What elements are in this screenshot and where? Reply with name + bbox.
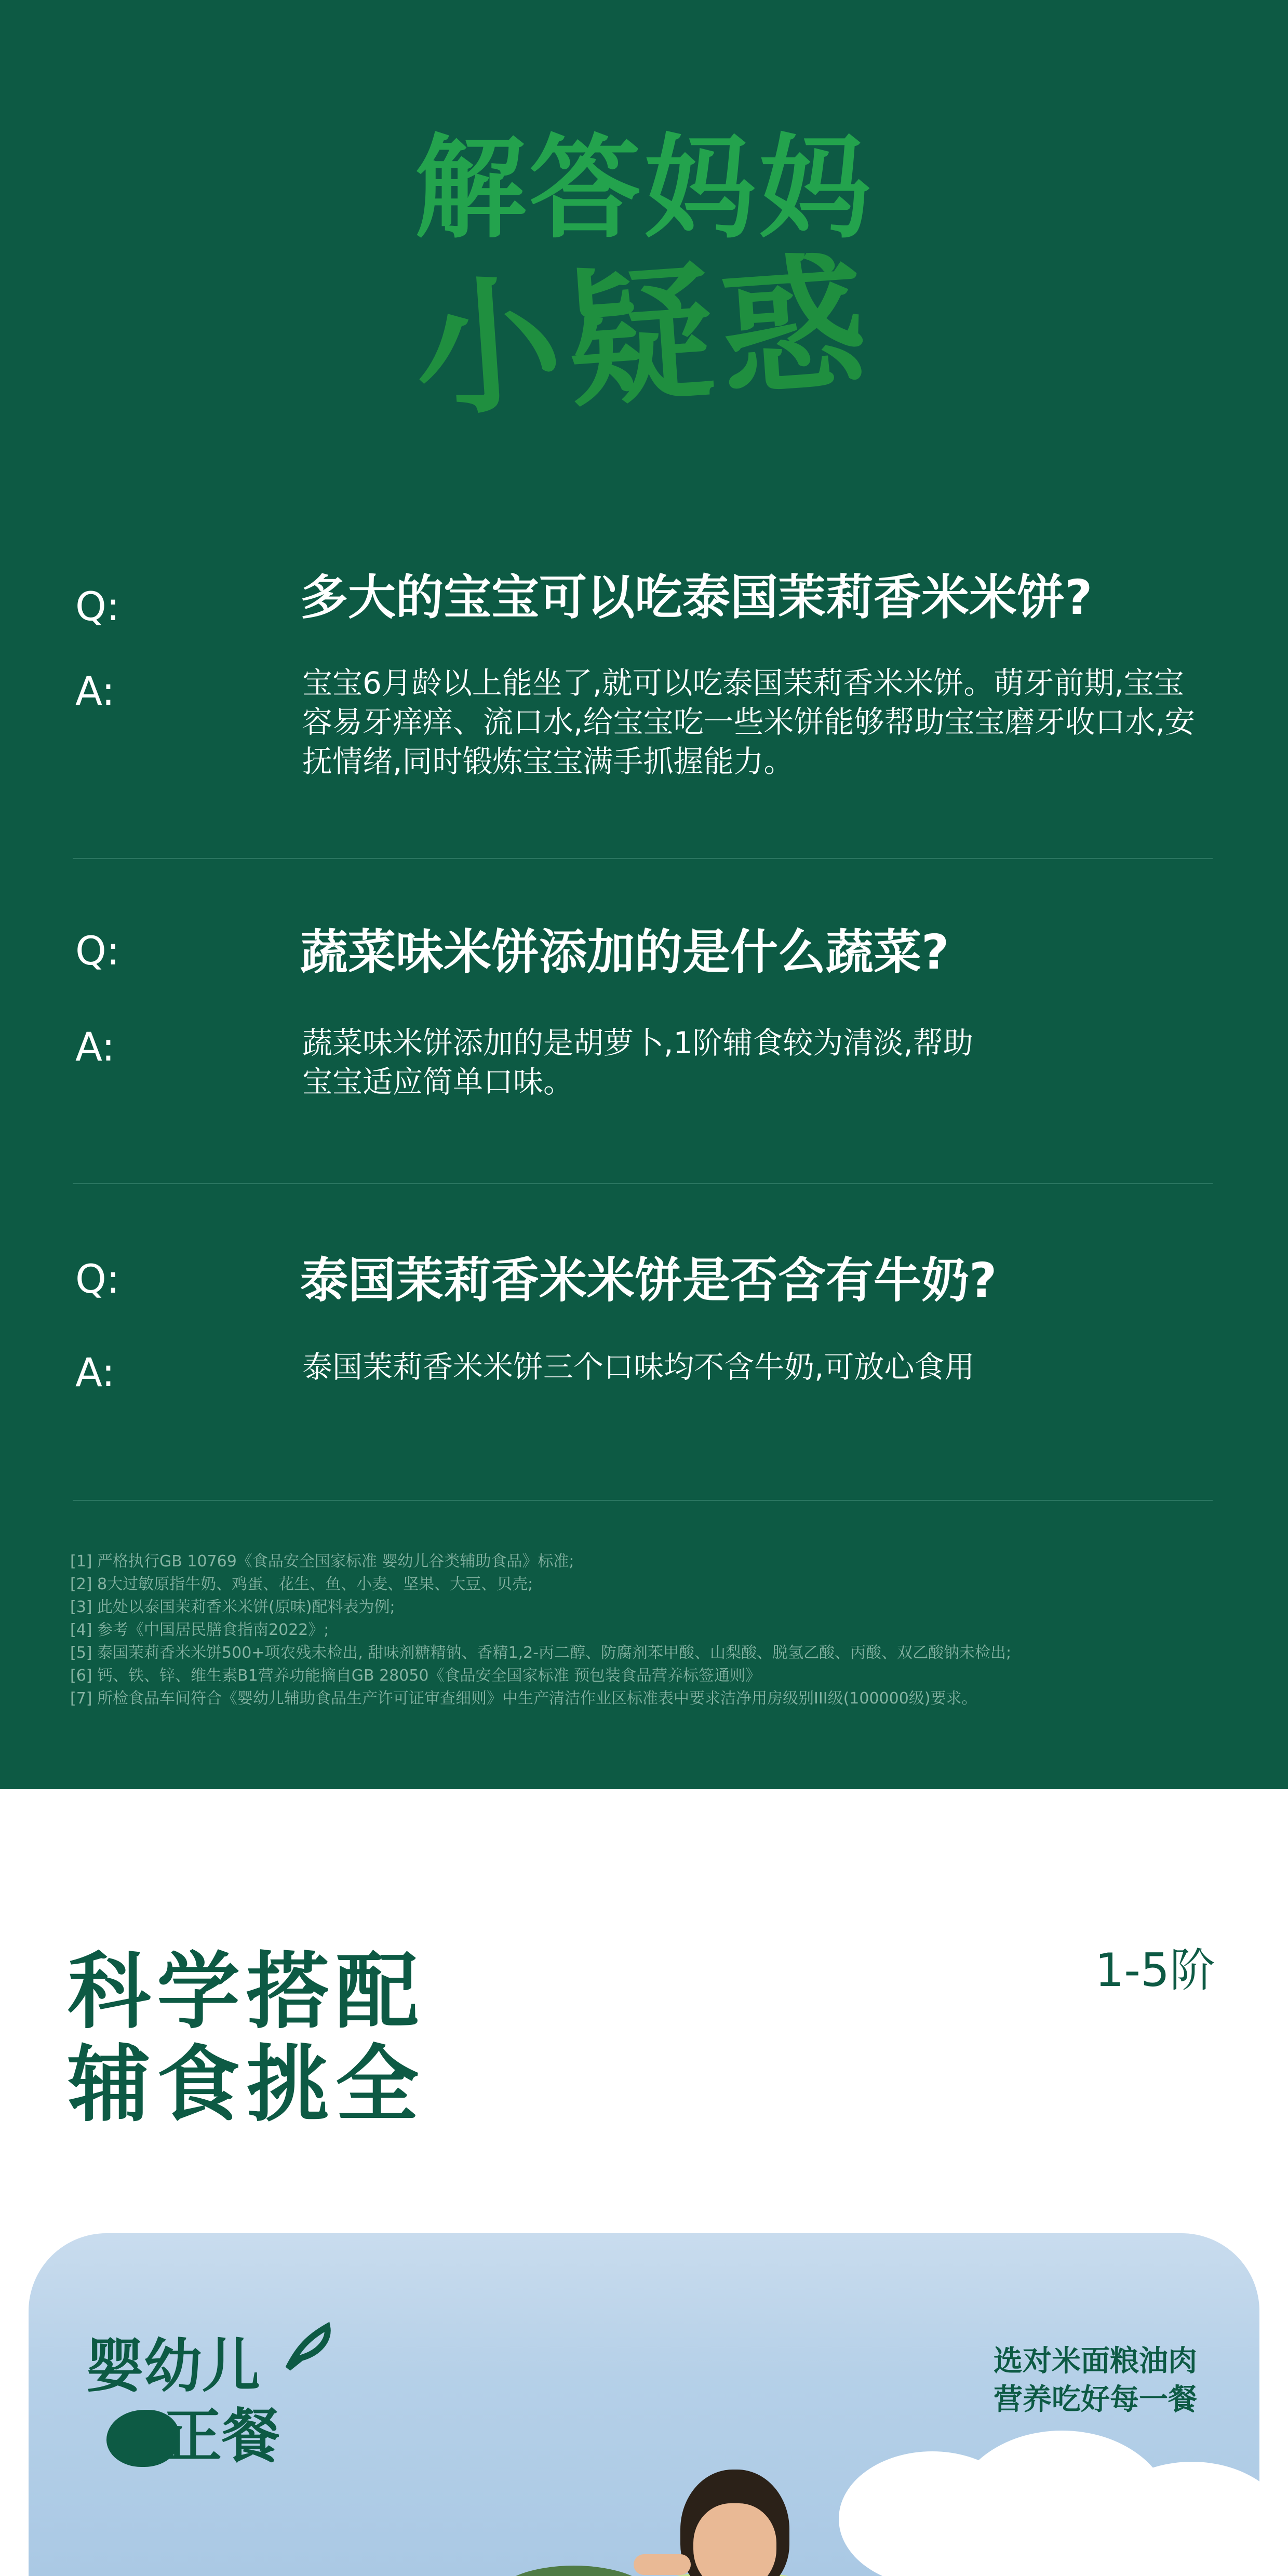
child-hand-image	[634, 2554, 691, 2575]
promo-title-line2: 辅食挑全	[68, 2036, 425, 2134]
answer-text: 蔬菜味米饼添加的是胡萝卜,1阶辅食较为清淡,帮助宝宝适应简单口味。	[302, 1025, 973, 1100]
question-text: 多大的宝宝可以吃泰国茉莉香米米饼?	[300, 570, 1093, 625]
question-label: Q:	[75, 928, 120, 974]
answer-text: 泰国茉莉香米米饼三个口味均不含牛奶,可放心食用	[302, 1349, 975, 1385]
question-label: Q:	[75, 1256, 120, 1302]
logo-text-line1: 婴幼儿	[86, 2332, 260, 2400]
stage-tag: 1-5阶	[1095, 1943, 1215, 1997]
faq-divider	[73, 1183, 1213, 1184]
answer-label: A:	[75, 1349, 115, 1396]
promo-title-line1: 科学搭配	[68, 1943, 425, 2040]
brand-logo	[86, 2332, 335, 2483]
answer-label: A:	[75, 668, 115, 714]
footnote: [2] 8大过敏原指牛奶、鸡蛋、花生、鱼、小麦、坚果、大豆、贝壳;	[70, 1575, 533, 1593]
footnote: [6] 钙、铁、锌、维生素B1营养功能摘自GB 28050《食品安全国家标准 预包装食品营养标签通则》	[70, 1667, 761, 1685]
faq-title-sub: 小疑惑	[409, 237, 879, 438]
footnote: [3] 此处以泰国茉莉香米米饼(原味)配料表为例;	[70, 1598, 395, 1616]
footnotes	[70, 1550, 1223, 1710]
slogan	[994, 2342, 1197, 2419]
slogan-line1: 选对米面粮油肉	[994, 2344, 1197, 2378]
footnote: [1] 严格执行GB 10769《食品安全国家标准 婴幼儿谷类辅助食品》标准;	[70, 1552, 574, 1571]
logo-sprout-icon	[278, 2316, 340, 2379]
tree-shape	[496, 2566, 652, 2576]
question-text: 泰国茉莉香米米饼是否含有牛奶?	[300, 1253, 997, 1308]
logo-text-line2: 正餐	[164, 2403, 280, 2470]
faq-divider	[73, 1500, 1213, 1501]
child-face-image	[693, 2503, 776, 2576]
answer-label: A:	[75, 1024, 115, 1070]
footnote: [7] 所检食品车间符合《婴幼儿辅助食品生产许可证审查细则》中生产清洁作业区标准表中要求洁净用房级别III级(100000级)要求。	[70, 1689, 977, 1708]
banner-card	[29, 2233, 1259, 2576]
footnote: [4] 参考《中国居民膳食指南2022》;	[70, 1621, 329, 1639]
promo-title	[68, 1943, 425, 2134]
question-label: Q:	[75, 583, 120, 629]
faq-title-main: 解答妈妈	[414, 123, 874, 253]
question-text: 蔬菜味米饼添加的是什么蔬菜?	[300, 924, 949, 980]
slogan-line2: 营养吃好每一餐	[994, 2382, 1197, 2417]
promo-section	[0, 1789, 1288, 2576]
footnote: [5] 泰国茉莉香米米饼500+项农残未检出, 甜味剂糖精钠、香精1,2-丙二醇、防腐剂苯甲酸、山梨酸、脱氢乙酸、丙酸、双乙酸钠未检出;	[70, 1644, 1012, 1662]
faq-divider	[73, 858, 1213, 859]
answer-text: 宝宝6月龄以上能坐了,就可以吃泰国茉莉香米米饼。萌牙前期,宝宝容易牙痒痒、流口水,给宝宝吃一些米饼能够帮助宝宝磨牙收口水,安抚情绪,同时锻炼宝宝满手抓握能力。	[302, 665, 1195, 779]
